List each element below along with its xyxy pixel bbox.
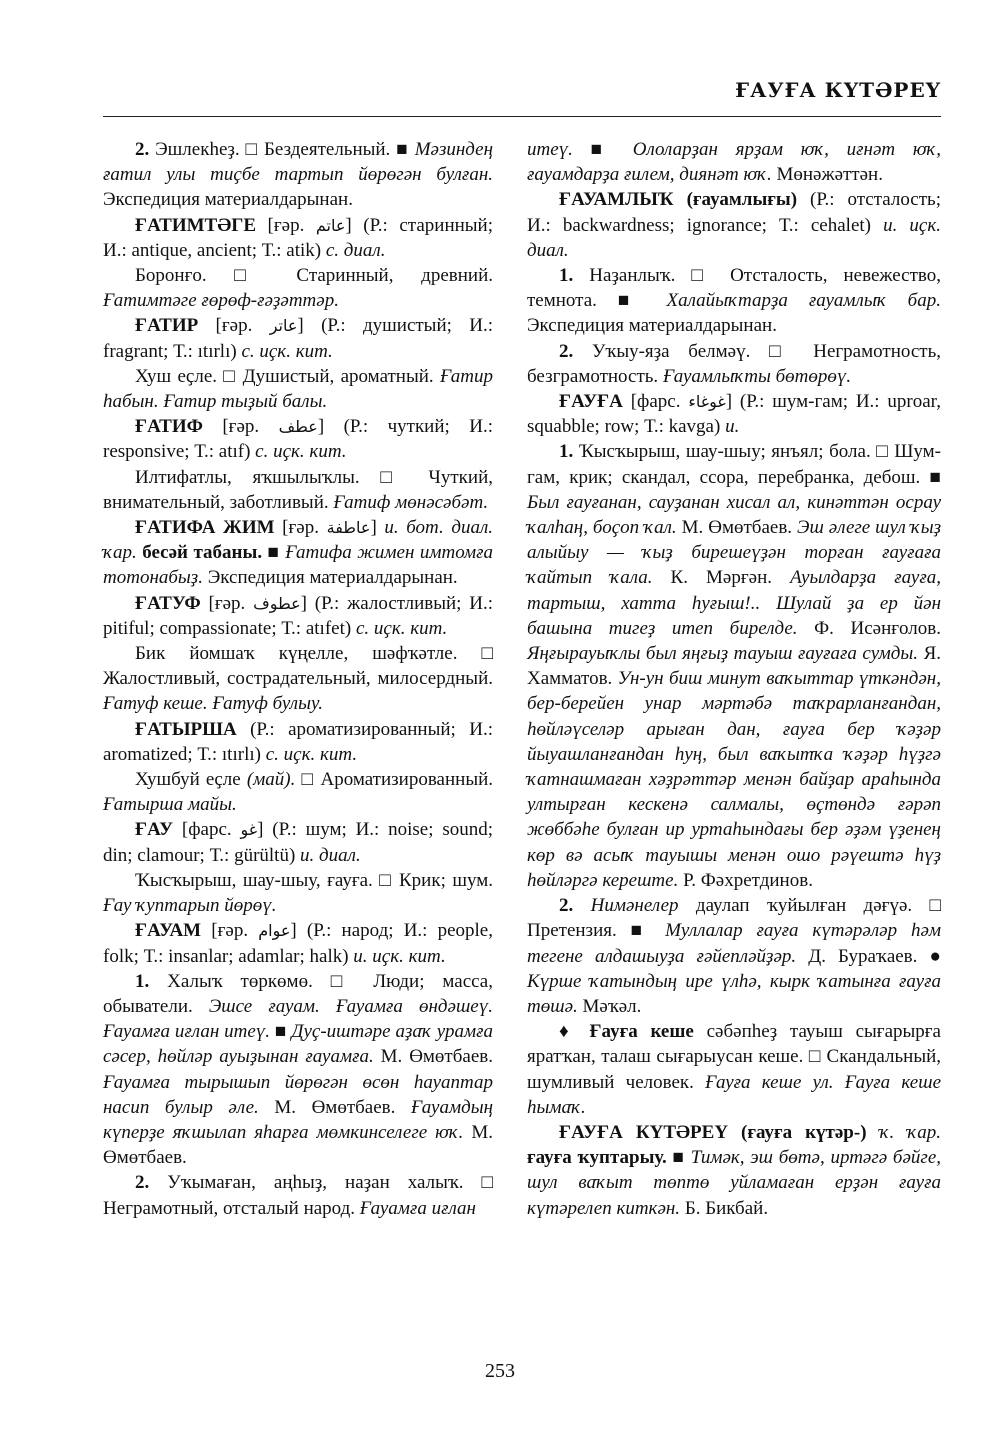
example-text: Күрше ҡатындың ире үлһә, кырк ҡатынға ғауға төшә. [527,970,941,1017]
text-run: сәбәпһеҙ тауыш сығарырға яратҡан, талаш сығарыусан кеше. □ Скандальный, шумливый человек. [527,1021,941,1093]
example-text: Ғатырша майы. [103,794,237,816]
left-column [103,137,493,1221]
text-run: М. Өмөтбаев. [676,517,798,539]
sense-number: 2. [135,139,150,160]
dictionary-paragraph [103,817,493,867]
text-run: Наҙанлыҡ. □ Отсталость, невежество, темнота. ■ [527,265,941,312]
dictionary-paragraph [103,868,493,918]
text-run [867,1122,880,1143]
header-title: ҒАУҒА КҮТӘРЕҮ [735,78,941,102]
dictionary-paragraph [103,1170,493,1220]
headword: ҒАУАМ [135,920,202,942]
text-run: Экспедиция материалдарынан. [103,189,353,211]
grammar-label: и. диал. [300,844,361,866]
headword: ҒАТИР [135,315,199,337]
text-run: ] (Р.: старинный; И.: antique, ancient; Т.: atik) [103,214,493,261]
sense-number: 1. [135,970,150,992]
example-text: Дуҫ-иштәре аҙаҡ урамға сәсер, һөйләр ауыҙынан ғауамға. [103,1021,493,1068]
text-run: ■ [572,139,633,160]
text-run: [ғәр. [201,920,259,942]
text-run: ■ [666,1147,691,1169]
dictionary-paragraph [527,339,941,389]
text-run: Экспедиция материалдарынан. [202,567,458,589]
text-run: Хуш еҫле. □ Душистый, ароматный. [135,365,440,387]
text-run: Эшлекһеҙ. □ Бездеятельный. ■ [149,139,415,160]
example-text: Ололарҙан ярҙам юҡ, иғнәт юҡ, ғауамдарҙа ғилем, диянәт юҡ. [527,139,941,186]
headword: ғауға ҡуптарыу. [527,1147,667,1169]
dictionary-paragraph [527,439,941,893]
arabic-script: غوغاء [688,392,726,412]
headword: ҒАУҒА КҮТӘРЕҮ (ғауға күтәр-) [559,1121,867,1143]
text-run: ] (Р.: жалостливый; И.: pitiful; compassionate; Т.: atıfet) [103,592,493,639]
dictionary-paragraph [527,187,941,263]
headword: ҒАТЫРША [135,718,237,740]
text-run: [ғәр. [274,517,327,539]
dictionary-paragraph [103,137,493,213]
dictionary-paragraph [103,969,493,1171]
headword: ҒАТУФ [135,592,201,614]
sense-number: 1. [559,265,574,287]
text-run: ] (Р.: народ; И.: people, folk; Т.: insanlar; adamlar; halk) [103,920,493,967]
dictionary-paragraph [103,641,493,717]
example-text: Яңғырауыҡлы был яңғыҙ тауыш ғауғаға сумды. [527,643,919,665]
arabic-script: عوام [258,921,291,941]
text-run: Ҡысҡырыш, шау-шыу, ғауға. □ Крик; шум. [135,869,493,891]
example-text: Ғауамға тырышып йөрөгән өсөн һауаптар насип булыр әле. [103,1071,493,1118]
text-run: ] (Р.: шум-гам; И.: uproar, squabble; row; Т.: kavga) [527,391,941,438]
arabic-script: غو [240,820,258,840]
arabic-script: عاتم [315,215,346,235]
grammar-label: с. диал. [325,239,386,261]
headword: Ғауға кеше [589,1021,694,1043]
text-run: М. Өмөтбаев. [258,1096,411,1118]
text-run: (Р.: ароматизированный; И.: aromatized; Т.: ıtırlı) [103,718,493,765]
example-text: Ғатуф кеше. Ғатуф булыу. [103,693,323,715]
dictionary-paragraph [103,465,493,515]
text-run: Хушбуй еҫле [135,769,247,791]
running-header [103,72,941,117]
example-text: Ғатир һабын. Ғатир тыҙый балы. [103,365,493,413]
text-run: Экспедиция материалдарынан. [527,315,777,337]
right-column [527,137,941,1221]
arabic-script: عاطفة [326,518,371,538]
example-text: Нимәнелер [590,895,679,917]
text-run: К. Мәрғән. [652,567,791,589]
grammar-label: и. иҫк. диал. [527,214,941,261]
example-text: итеү. [527,139,573,160]
example-text: Ғатиф мөнәсәбәт. [333,491,489,513]
dictionary-paragraph [103,591,493,641]
text-run: Бик йомшаҡ күңелле, шәфҡәтле. □ Жалостливый, сострадательный, милосердный. [103,643,493,690]
text-run: Мөнәжәттән. [771,164,883,186]
page-number: 253 [485,1360,515,1382]
grammar-label: с. иҫк. кит. [355,617,448,639]
text-run: [ғәр. [200,592,254,614]
text-run: М. Өмөтбаев. [103,1121,493,1169]
example-text: Муллалар ғауға күтәрәләр һәм тегене алдашыуҙа ғәйепләйҙәр. [527,920,941,967]
text-run: Уҡымаған, аңһыҙ, наҙан халыҡ. □ Неграмотный, отсталый народ. [103,1172,493,1219]
dictionary-paragraph [527,389,941,439]
text-run: Ҡысҡырыш, шау-шыу; янъял; бола. □ Шум-гам, крик; скандал, ссора, перебранка, дебош. ■ [527,441,941,488]
text-run: Мәҡәл. [577,995,642,1017]
text-run [573,895,590,916]
example-text: Эшсе ғауам. Ғауамға өндәшеү. Ғауамға иғлан итеү. [103,995,493,1043]
text-run: Ф. Исәнғолов. [797,617,941,639]
dictionary-paragraph [103,364,493,414]
example-text: Эш әлеге шул ҡыҙ алыйыу — ҡыҙ бирешеүҙән торған ғауғаға ҡайтып ҡала. [527,517,941,589]
grammar-label: и. [725,416,740,438]
dictionary-paragraph [103,213,493,263]
example-text: Ауылдарҙа ғауға, тартыш, хатта һуғыш!.. Шулай ҙа ер йән башына тигеҙ итеп бирелде. [527,567,941,639]
text-run: ■ [262,542,286,564]
text-run: Р. Фәхретдинов. [678,869,813,891]
example-text: Ғау ҡуптарып йөрөү. [103,895,277,917]
dictionary-paragraph [527,1120,941,1221]
example-text: Ғауамлыҡты бөтөрөү. [662,365,852,387]
text-run: Халыҡ төркөмө. □ Люди; масса, обыватели. [103,970,493,1017]
example-text: Тимәк, эш бөтә, иртәгә бәйге, шул ваҡыт төптө уйламаған ерҙән ғауға күтәрелеп киткән. [527,1147,942,1219]
grammar-label: с. иҫк. кит. [241,340,333,362]
headword: ҒАУАМЛЫҠ (ғауамлығы) [559,189,798,211]
text-run: Б. Бикбай. [680,1197,769,1219]
text-run: [ғәр. [202,416,279,438]
example-text: Халайыҡтарҙа ғауамлыҡ бар. [666,290,941,312]
dictionary-paragraph [527,893,941,1019]
text-run: Боронғо. □ Старинный, древний. [135,265,493,287]
dictionary-paragraph [527,137,941,187]
text-run: ] (Р.: шум; И.: noise; sound; din; clamour; Т.: gürültü) [103,819,493,866]
grammar-label: ҡ. ҡар. [879,1121,942,1143]
sense-number: 2. [559,340,574,362]
text-run: □ Ароматизированный. [295,769,493,791]
grammar-label: и. иҫк. кит. [353,945,446,967]
grammar-label: с. иҫк. кит. [265,743,358,765]
grammar-label: и. бот. диал. ҡар. [103,517,494,564]
text-run: ] (Р.: душистый; И.: fragrant; Т.: ıtırlı) [103,315,493,362]
dictionary-paragraph [103,717,493,767]
sense-number: 1. [559,441,574,463]
text-run: [ғәр. [198,315,270,337]
example-text: Ғатимтәге ғөрөф-ғәҙәттәр. [103,290,339,312]
dictionary-paragraph [103,515,493,591]
sense-number: 2. [559,895,574,917]
example-text: Ун-ун биш минут ваҡыттар үткәндән, бер-берейен унар мәртәбә таҡрарланғандан, һөйләүселәр арыған дан, ғауға бер ҡәҙәр йыуашланғандан һуң, был ваҡытҡа ҡәҙәр һүҙгә ҡатнашмаған хәҙрәттәр менән байҙар араһында ултырған кескенә салмалы, өҫтөндә ғәрәп жөббәһе булған ир уртаһындағы бер әҙәм үҙенең көр вә асыҡ тауышы менән ошо рәүештә һүҙ һөйләргә кереште. [527,668,941,891]
example-text: Мәзиндең ғатил улы тиҫбе тартып йөрөгән булған. [103,139,493,186]
arabic-script: عطف [278,417,318,437]
text-run: Д. Бураҡаев. ● [796,945,941,967]
dictionary-paragraph [103,414,493,464]
text-run: (Р.: отсталость; И.: backwardness; ignorance; Т.: cehalet) [527,189,941,236]
grammar-label: с. иҫк. кит. [255,441,347,463]
sense-number: 2. [135,1172,150,1194]
text-run: ■ [270,1021,292,1043]
example-text: (май). [246,769,296,791]
text-run: [фарс. [173,819,241,841]
example-text: Ғатифа жимен имтомға тотонабыҙ. [103,542,494,589]
example-text: Был ғауғанан, сауҙанан хисал ал, кинәттән осрау ҡалһаң, боҫоп ҡал. [527,491,941,539]
example-text: Ғауға кеше ул. Ғауға кеше һымаҡ. [527,1071,942,1118]
example-text: Ғауамға иғлан [359,1197,476,1219]
headword: бесәй табаны. [142,542,263,564]
headword: ҒАУ [135,819,174,841]
headword: ҒАТИФА ЖИМ [135,517,275,539]
text-run: ] (Р.: чуткий; И.: responsive; Т.: atıf) [103,416,493,463]
headword: ҒАУҒА [559,391,623,413]
text-run: Илтифатлы, яҡшылыҡлы. □ Чуткий, внимательный, заботливый. [103,466,493,513]
text-run: [фарс. [622,391,689,413]
text-run: ] [370,517,385,539]
dictionary-paragraph [103,263,493,313]
headword: ҒАТИФ [135,416,203,438]
text-run: М. Өмөтбаев. [373,1046,493,1068]
dictionary-paragraph [103,767,493,817]
text-run: Я. Хамматов. [527,643,941,690]
text-run: ♦ [559,1021,590,1043]
dictionary-paragraph [527,1019,941,1120]
text-run: даулап ҡуйылған дәғүә. □ Претензия. ■ [527,895,942,942]
example-text: Ғауамдың күперҙе яҡшылап яһарға мөмкинселеге юҡ. [103,1096,493,1143]
dictionary-paragraph [527,263,941,339]
arabic-script: عاتر [269,316,298,336]
headword: ҒАТИМТӘГЕ [135,214,256,236]
dictionary-paragraph [103,918,493,968]
dictionary-paragraph [103,313,493,363]
text-run: Уҡыу-яҙа белмәү. □ Неграмотность, безграмотность. [527,340,941,387]
arabic-script: عطوف [253,593,301,613]
text-run: [ғәр. [256,214,316,236]
